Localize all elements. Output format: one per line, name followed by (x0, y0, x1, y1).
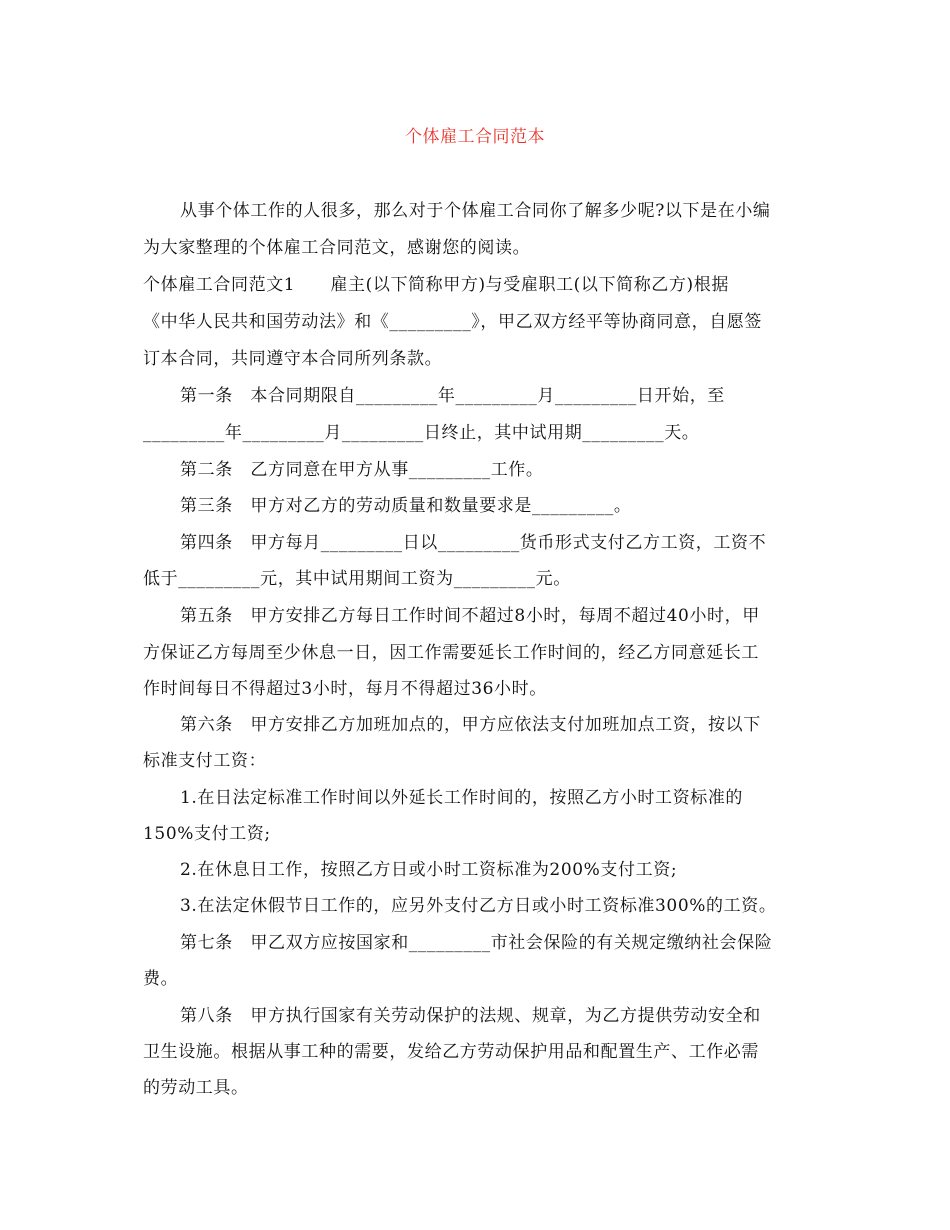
paragraph-line: 从事个体工作的人很多，那么对于个体雇工合同你了解多少呢?以下是在小编 (180, 201, 771, 221)
clause-3-line: 第三条 甲方对乙方的劳动质量和数量要求是_________。 (180, 496, 632, 516)
list-item-line: 3.在法定休假节日工作的，应另外支付乙方日或小时工资标准300%的工资。 (180, 896, 777, 916)
clause-5-line: 方保证乙方每周至少休息一日，因工作需要延长工作时间的，经乙方同意延长工 (143, 643, 759, 663)
list-item-line: 150%支付工资; (143, 824, 271, 844)
clause-7-line: 第七条 甲乙双方应按国家和_________市社会保险的有关规定缴纳社会保险 (180, 933, 773, 953)
paragraph-line: 个体雇工合同范文1 雇主(以下简称甲方)与受雇职工(以下简称乙方)根据 (143, 275, 729, 295)
clause-4-line: 低于_________元，其中试用期间工资为_________元。 (143, 569, 571, 589)
list-item-line: 1.在日法定标准工作时间以外延长工作时间的，按照乙方小时工资标准的 (180, 788, 744, 808)
clause-8-line: 的劳动工具。 (143, 1078, 249, 1098)
clause-8-line: 卫生设施。根据从事工种的需要，发给乙方劳动保护用品和配置生产、工作必需 (143, 1042, 759, 1062)
clause-7-line: 费。 (143, 969, 179, 989)
clause-2-line: 第二条 乙方同意在甲方从事_________工作。 (180, 460, 544, 480)
clause-5-line: 第五条 甲方安排乙方每日工作时间不超过8小时，每周不超过40小时，甲 (180, 606, 760, 626)
list-item-line: 2.在休息日工作，按照乙方日或小时工资标准为200%支付工资; (180, 860, 678, 880)
paragraph-line: 订本合同，共同遵守本合同所列条款。 (143, 349, 443, 369)
clause-6-line: 第六条 甲方安排乙方加班加点的，甲方应依法支付加班加点工资，按以下 (180, 715, 761, 735)
clause-6-line: 标准支付工资： (143, 751, 267, 771)
document-title: 个体雇工合同范本 (405, 127, 545, 147)
clause-1-line: _________年_________月_________日终止，其中试用期_________天。 (143, 423, 700, 443)
clause-4-line: 第四条 甲方每月_________日以_________货币形式支付乙方工资，工资不 (180, 533, 767, 553)
clause-1-line: 第一条 本合同期限自_________年_________月_________日开始，至 (180, 386, 725, 406)
clause-5-line: 作时间每日不得超过3小时，每月不得超过36小时。 (143, 679, 547, 699)
clause-8-line: 第八条 甲方执行国家有关劳动保护的法规、规章，为乙方提供劳动安全和 (180, 1006, 761, 1026)
paragraph-line: 《中华人民共和国劳动法》和《_________》，甲乙双方经平等协商同意，自愿签 (143, 312, 762, 332)
paragraph-line: 为大家整理的个体雇工合同范文，感谢您的阅读。 (143, 238, 531, 258)
